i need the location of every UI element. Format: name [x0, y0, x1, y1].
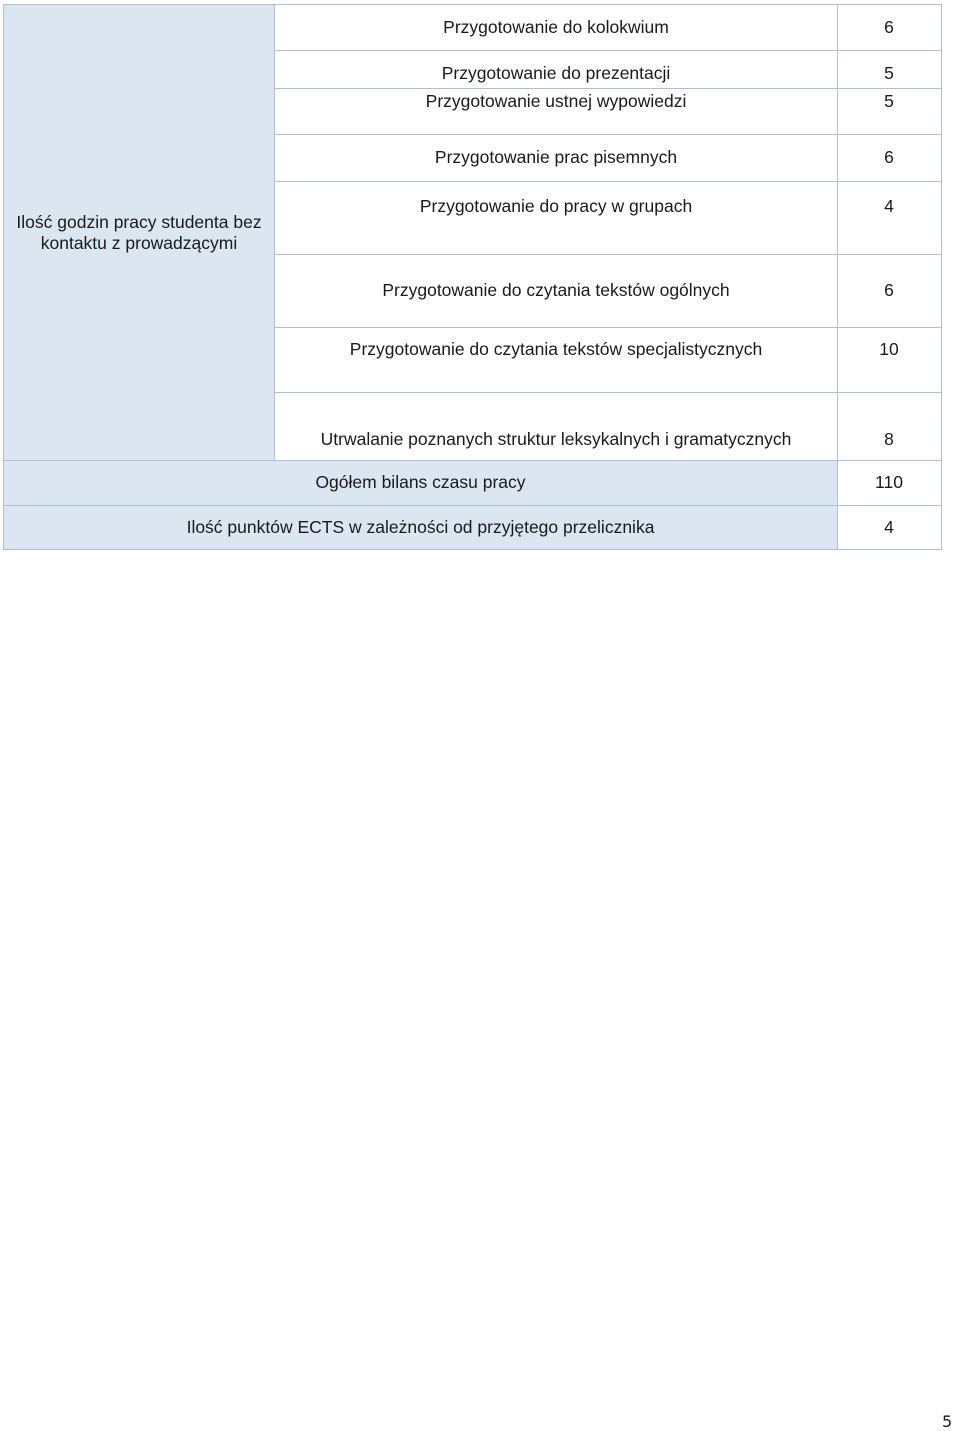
- table-row-activity: Przygotowanie do kolokwium: [443, 17, 669, 37]
- row-divider: [275, 181, 941, 182]
- row-divider: [4, 505, 941, 506]
- table-row-hours: 5: [884, 91, 894, 111]
- table-row-hours: 10: [879, 339, 899, 359]
- page-number: 5: [942, 1412, 953, 1431]
- table-row-activity: Przygotowanie do czytania tekstów specjalistycznych: [349, 339, 763, 359]
- row-divider: [275, 254, 941, 255]
- table-row-activity: Utrwalanie poznanych struktur leksykalnych i gramatycznych: [320, 429, 792, 449]
- row-divider: [275, 392, 941, 393]
- ects-label-cell: [4, 505, 837, 549]
- row-divider: [275, 134, 941, 135]
- group-label-cell: [4, 5, 275, 460]
- table-row-activity: Przygotowanie do prezentacji: [441, 62, 671, 83]
- table-row-activity: Przygotowanie do czytania tekstów ogólnych: [382, 280, 730, 300]
- workload-table: [3, 4, 942, 550]
- ects-label: Ilość punktów ECTS w zależności od przyjętego przelicznika: [186, 516, 655, 537]
- table-row-hours: 8: [884, 429, 894, 449]
- column-divider: [837, 5, 838, 549]
- table-row-activity: Przygotowanie do pracy w grupach: [419, 196, 693, 216]
- ects-value: 4: [884, 516, 894, 537]
- table-row-hours: 6: [884, 280, 894, 300]
- total-label-cell: [4, 460, 837, 505]
- total-value: 110: [875, 472, 903, 492]
- total-value-cell: [837, 460, 941, 505]
- table-row-hours: 5: [884, 62, 894, 83]
- total-label: Ogółem bilans czasu pracy: [315, 472, 526, 492]
- row-divider: [275, 327, 941, 328]
- table-row-hours: 6: [884, 17, 894, 37]
- ects-value-cell: [837, 505, 941, 549]
- table-row-activity: Przygotowanie ustnej wypowiedzi: [425, 91, 687, 111]
- table-row-hours: 6: [884, 147, 894, 167]
- table-row-hours: 4: [884, 196, 894, 216]
- row-divider: [275, 50, 941, 51]
- table-row-activity: Przygotowanie prac pisemnych: [434, 147, 678, 167]
- group-label: Ilość godzin pracy studenta bez kontaktu z prowadzącymi: [16, 211, 262, 253]
- row-divider: [4, 460, 941, 461]
- row-divider: [275, 88, 941, 89]
